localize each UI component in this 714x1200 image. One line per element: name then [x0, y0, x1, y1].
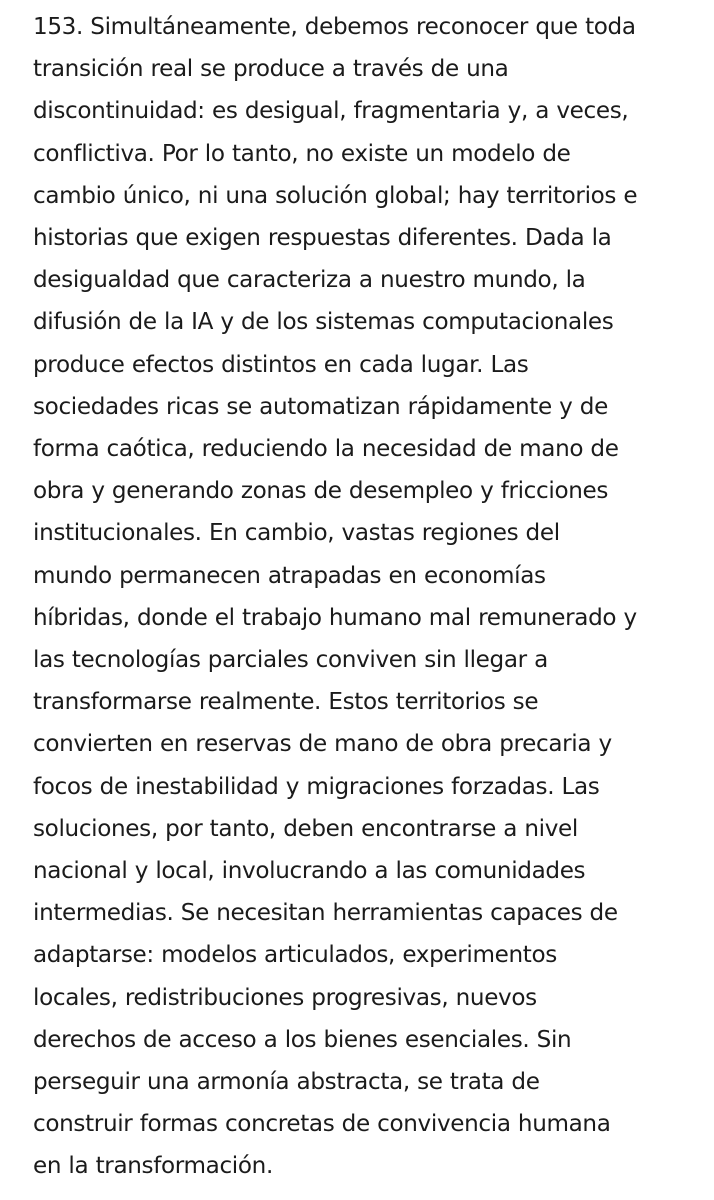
text-line: construir formas concretas de convivencia humana [33, 1111, 611, 1138]
text-line: produce efectos distintos en cada lugar. Las [33, 351, 529, 378]
text-line: mundo permanecen atrapadas en economías [33, 562, 546, 589]
text-line: en la transformación. [33, 1153, 273, 1180]
text-line: difusión de la IA y de los sistemas computacionales [33, 309, 614, 336]
text-line: adaptarse: modelos articulados, experimentos [33, 942, 557, 969]
text-line: locales, redistribuciones progresivas, nuevos [33, 984, 537, 1011]
text-line: conflictiva. Por lo tanto, no existe un modelo de [33, 140, 571, 167]
text-line: discontinuidad: es desigual, fragmentaria y, a veces, [33, 98, 629, 125]
text-line: convierten en reservas de mano de obra precaria y [33, 731, 612, 758]
text-line: focos de inestabilidad y migraciones forzadas. Las [33, 773, 600, 800]
text-line: sociedades ricas se automatizan rápidamente y de [33, 393, 608, 420]
text-line: transformarse realmente. Estos territorios se [33, 689, 539, 716]
text-line: obra y generando zonas de desempleo y fricciones [33, 478, 609, 505]
text-line: soluciones, por tanto, deben encontrarse a nivel [33, 815, 578, 842]
text-line: 153. Simultáneamente, debemos reconocer que toda [33, 14, 636, 40]
text-line: perseguir una armonía abstracta, se trata de [33, 1069, 540, 1096]
text-line: cambio único, ni una solución global; hay territorios e [33, 182, 638, 209]
text-line: desigualdad que caracteriza a nuestro mundo, la [33, 267, 586, 294]
text-line: forma caótica, reduciendo la necesidad de mano de [33, 436, 619, 463]
text-line: institucionales. En cambio, vastas regiones del [33, 520, 560, 547]
text-line: híbridas, donde el trabajo humano mal remunerado y [33, 604, 637, 631]
text-line: historias que exigen respuestas diferentes. Dada la [33, 225, 612, 252]
paragraph-153 [33, 6, 714, 1188]
text-line: las tecnologías parciales conviven sin llegar a [33, 647, 548, 674]
text-line: transición real se produce a través de una [33, 56, 509, 83]
text-line: intermedias. Se necesitan herramientas capaces de [33, 900, 618, 927]
text-line: derechos de acceso a los bienes esenciales. Sin [33, 1026, 572, 1053]
text-line: nacional y local, involucrando a las comunidades [33, 858, 586, 885]
